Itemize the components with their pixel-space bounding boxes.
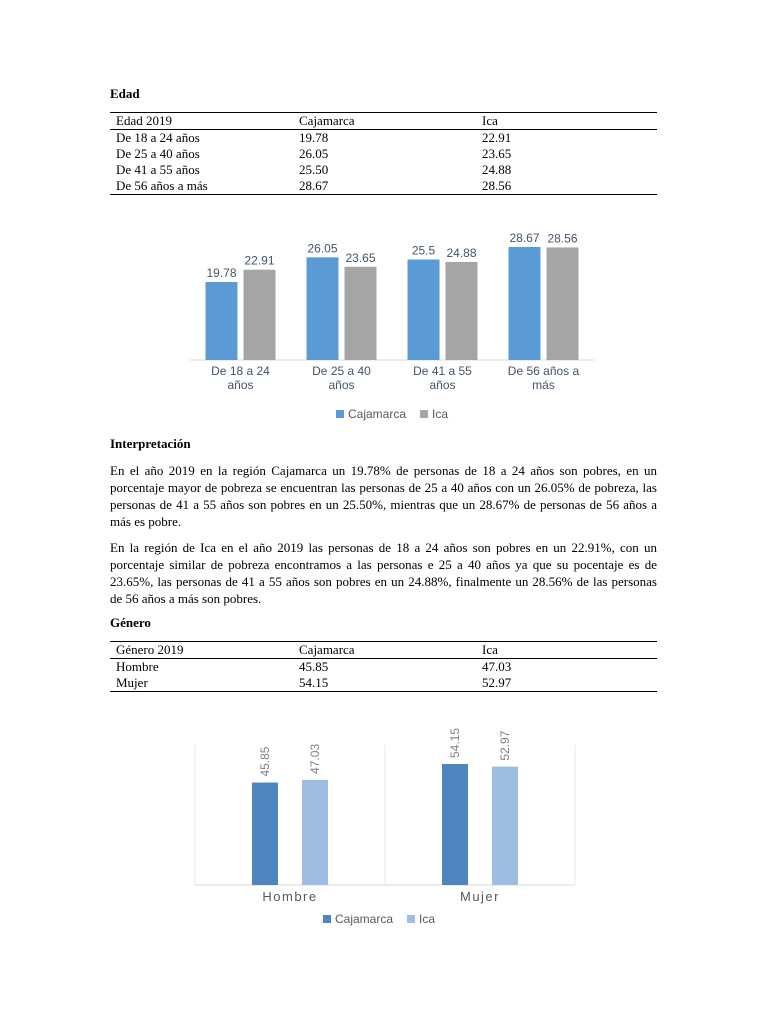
legend-label-ica: Ica — [419, 912, 436, 926]
age-table-header — [110, 112, 657, 130]
cajamarca-col-header: Cajamarca — [299, 113, 355, 128]
data-label: 26.05 — [307, 241, 338, 256]
gender-heading: Género — [110, 615, 151, 630]
age-chart — [180, 220, 600, 395]
age-heading: Edad — [110, 86, 140, 101]
interpretation-paragraph-2: En la región de Ica en el año 2019 las personas de 18 a 24 años son pobres en un 22.91%, con un porcentaje similar de pobreza encontramos a las personas e 25 a 40 años ya que su pocentaje es de 23.65%, las personas de 41 a 55 años son pobres en un 24.88%, finalmente un 28.56% de las personas de 56 años a más son pobres. — [110, 540, 657, 606]
table-cell: 19.78 — [299, 130, 329, 145]
bar-cajamarca — [509, 247, 541, 360]
table-cell: De 41 a 55 años — [116, 162, 200, 177]
x-tick-label: De 25 a 40 — [312, 364, 371, 378]
gender-table-header — [110, 641, 657, 659]
table-cell: 25.50 — [299, 162, 329, 177]
x-tick-label: De 18 a 24 — [211, 364, 270, 378]
table-cell: Mujer — [116, 675, 148, 690]
bar-cajamarca — [206, 282, 238, 360]
x-tick-label: años — [227, 378, 254, 392]
legend-swatch-cajamarca — [336, 410, 344, 418]
table-cell: 47.03 — [482, 659, 512, 674]
data-label: 25.5 — [411, 243, 436, 258]
gender-table — [110, 641, 657, 692]
age-chart-legend — [336, 407, 448, 421]
ica-col-header: Ica — [482, 642, 498, 657]
x-tick-label: Mujer — [459, 889, 501, 904]
gender-col-header: Género 2019 — [116, 642, 184, 657]
age-table — [110, 112, 657, 195]
table-cell: 54.15 — [299, 675, 329, 690]
data-label: 52.97 — [498, 730, 512, 761]
data-label: 54.15 — [448, 727, 462, 758]
data-label: 23.65 — [345, 250, 376, 265]
table-cell: 23.65 — [482, 146, 512, 161]
x-tick-label: más — [532, 378, 555, 392]
x-tick-label: De 41 a 55 — [413, 364, 472, 378]
legend-label-cajamarca: Cajamarca — [335, 912, 394, 926]
table-cell: De 18 a 24 años — [116, 130, 200, 145]
age-chart-svg — [180, 220, 600, 395]
bar-ica — [345, 267, 377, 360]
data-label: 45.85 — [258, 746, 272, 777]
x-tick-label: De 56 años a — [507, 364, 580, 378]
bar-cajamarca — [408, 259, 440, 360]
table-row — [110, 162, 657, 178]
legend-swatch-ica — [407, 915, 415, 923]
bar-cajamarca — [442, 764, 468, 885]
table-cell: 28.67 — [299, 178, 329, 193]
bar-ica — [446, 262, 478, 360]
ica-col-header: Ica — [482, 113, 498, 128]
bar-cajamarca — [307, 257, 339, 360]
table-row — [110, 130, 657, 146]
bar-ica — [244, 270, 276, 360]
data-label: 19.78 — [206, 266, 237, 281]
data-label: 47.03 — [308, 743, 322, 774]
interpretation-paragraph-1: En el año 2019 en la región Cajamarca un 19.78% de personas de 18 a 24 años son pobres, en un porcentaje mayor de pobreza se encuentran las personas de 25 a 40 años con un 26.05% de pobreza, las personas de 41 a 55 años son pobres en un 25.50%, mientras que un 28.67% de personas de 56 años a más es pobre. — [110, 463, 657, 529]
table-cell: 26.05 — [299, 146, 329, 161]
bar-cajamarca — [252, 783, 278, 885]
table-cell: Hombre — [116, 659, 159, 674]
table-row — [110, 659, 657, 675]
data-label: 28.67 — [509, 231, 540, 245]
gender-chart — [180, 715, 580, 910]
legend-label-cajamarca: Cajamarca — [348, 407, 407, 421]
bar-ica — [302, 780, 328, 885]
x-tick-label: años — [429, 378, 456, 392]
table-cell: De 56 años a más — [116, 178, 208, 193]
x-tick-label: Hombre — [262, 889, 318, 904]
age-col-header: Edad 2019 — [116, 113, 172, 128]
gender-chart-legend — [323, 912, 435, 926]
table-cell: 24.88 — [482, 162, 512, 177]
gender-chart-svg — [180, 715, 580, 910]
bar-ica — [492, 767, 518, 885]
legend-label-ica: Ica — [432, 407, 449, 421]
table-cell: 45.85 — [299, 659, 329, 674]
interpretation-heading: Interpretación — [110, 436, 191, 451]
table-cell: 22.91 — [482, 130, 512, 145]
bar-ica — [547, 247, 579, 360]
cajamarca-col-header: Cajamarca — [299, 642, 355, 657]
table-cell: 28.56 — [482, 178, 512, 193]
data-label: 24.88 — [446, 245, 477, 260]
table-row — [110, 675, 657, 692]
table-cell: 52.97 — [482, 675, 512, 690]
table-row — [110, 146, 657, 162]
table-row — [110, 178, 657, 195]
table-cell: De 25 a 40 años — [116, 146, 200, 161]
data-label: 28.56 — [547, 231, 578, 246]
x-tick-label: años — [328, 378, 355, 392]
legend-swatch-ica — [420, 410, 428, 418]
legend-swatch-cajamarca — [323, 915, 331, 923]
data-label: 22.91 — [244, 253, 275, 268]
